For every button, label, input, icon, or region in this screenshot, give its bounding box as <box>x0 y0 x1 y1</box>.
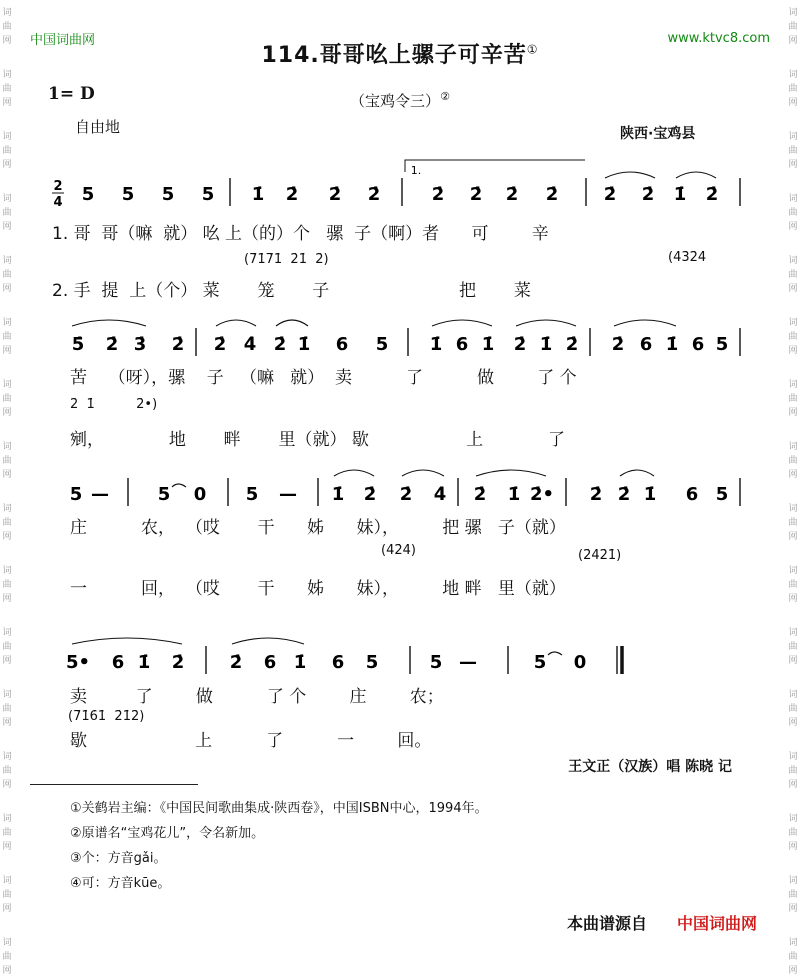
note: 2̇ <box>229 652 243 673</box>
note: 2̇ <box>399 484 413 505</box>
watermark-char: 词 <box>788 70 798 80</box>
note: — <box>91 484 109 505</box>
note: 2̇ <box>545 184 559 205</box>
watermark-char: 词 <box>2 70 12 80</box>
watermark-char: 网 <box>2 656 12 666</box>
lyrics-line-3-verse-1: 庄 农， （哎 干 姊 妹）， 把 骡 子（就） <box>70 518 566 538</box>
note: 6 <box>331 652 345 673</box>
watermark-char: 词 <box>2 380 12 390</box>
note: 2̇ <box>473 484 487 505</box>
note: 4̇ <box>433 484 447 505</box>
watermark-char: 曲 <box>2 146 12 156</box>
note: 6 <box>335 334 349 355</box>
site-url[interactable]: www.ktvc8.com <box>667 31 770 46</box>
watermark-char: 网 <box>788 222 798 232</box>
watermark-char: 网 <box>788 718 798 728</box>
watermark-char: 网 <box>788 160 798 170</box>
watermark-char: 词 <box>788 876 798 886</box>
watermark-char: 曲 <box>788 270 798 280</box>
title-footnote-marker: ① <box>526 42 539 57</box>
watermark-char: 曲 <box>788 332 798 342</box>
note: 2̇ <box>213 334 227 355</box>
watermark-char: 曲 <box>2 394 12 404</box>
note: 5 <box>69 484 83 505</box>
watermark-char: 曲 <box>788 146 798 156</box>
ornament-1-1: (7̇1̇7̇1̇ 2̇1̇ 2̇) <box>244 252 329 267</box>
volta-bracket <box>405 160 585 172</box>
note: 2̇ <box>617 484 631 505</box>
slur <box>676 172 716 178</box>
note: 3̇ <box>133 334 147 355</box>
footer-source-label: 本曲谱源自 <box>567 914 648 933</box>
slur <box>614 320 676 326</box>
watermark-char: 词 <box>788 256 798 266</box>
watermark-char: 词 <box>788 752 798 762</box>
lyrics-line-3-verse-2: 一 回， （哎 干 姊 妹）， 地 畔 里（就） <box>70 579 566 599</box>
lyrics-line-4-verse-2: 歇 上 了 一 回。 <box>70 731 432 751</box>
watermark-char: 曲 <box>2 84 12 94</box>
slur <box>605 172 655 178</box>
region-label: 陕西·宝鸡县 <box>620 126 696 142</box>
ornament-4: (7̇1̇6̇1̇ 2̇1̇2̇) <box>68 709 145 724</box>
watermark-char: 曲 <box>788 394 798 404</box>
footnote-1: ①关鹤岩主编：《中国民间歌曲集成·陕西卷》，中国ISBN中心，1994年。 <box>70 801 488 816</box>
watermark-char: 词 <box>2 628 12 638</box>
watermark-char: 网 <box>788 284 798 294</box>
slur <box>334 470 374 476</box>
watermark-char: 网 <box>788 656 798 666</box>
ornament-3-2: (2̇4̇2̇1̇) <box>578 548 622 563</box>
watermark-char: 曲 <box>788 704 798 714</box>
note: 2̇ <box>431 184 445 205</box>
watermark-char: 词 <box>788 814 798 824</box>
note: 2̇ <box>363 484 377 505</box>
watermark-char: 曲 <box>2 270 12 280</box>
watermark-char: 词 <box>2 8 12 18</box>
site-label: 中国词曲网 <box>30 33 96 48</box>
note: 5 <box>375 334 389 355</box>
note: 5 <box>201 184 215 205</box>
watermark-char: 词 <box>2 256 12 266</box>
lyrics-line-1-verse-1: 1. 哥 哥（嘛 就） 吆 上（的）个 骡 子（啊）者 可 辛 <box>52 224 549 244</box>
watermark-char: 网 <box>788 470 798 480</box>
watermark-char: 曲 <box>788 766 798 776</box>
watermark-char: 曲 <box>788 890 798 900</box>
watermark-char: 曲 <box>2 766 12 776</box>
watermark-char: 网 <box>2 842 12 852</box>
watermark-char: 词 <box>2 132 12 142</box>
slur <box>432 320 492 326</box>
tempo-marking: 自由地 <box>75 118 121 136</box>
watermark-char: 词 <box>788 442 798 452</box>
watermark-char: 网 <box>788 408 798 418</box>
watermark-char: 网 <box>788 594 798 604</box>
watermark-char: 词 <box>788 566 798 576</box>
note: 1̇ <box>539 334 553 355</box>
note: 1̇ <box>673 184 687 205</box>
tie-mark <box>172 484 186 487</box>
footer-site-link[interactable]: 中国词曲网 <box>677 914 758 933</box>
watermark-char: 曲 <box>2 580 12 590</box>
watermark-char: 曲 <box>788 208 798 218</box>
note: — <box>279 484 297 505</box>
watermark-char: 网 <box>788 904 798 914</box>
watermark-char: 曲 <box>788 22 798 32</box>
watermark-char: 词 <box>2 814 12 824</box>
ornament-3-1: (4̇2̇4̇) <box>381 543 416 558</box>
note: 5 <box>157 484 171 505</box>
watermark-char: 词 <box>788 690 798 700</box>
note: 5 <box>715 484 729 505</box>
slur <box>72 320 146 326</box>
watermark-char: 网 <box>2 408 12 418</box>
watermark-char: 网 <box>2 36 12 46</box>
watermark-char: 网 <box>788 346 798 356</box>
watermark-char: 曲 <box>2 642 12 652</box>
watermark-char: 曲 <box>2 890 12 900</box>
note: 6 <box>263 652 277 673</box>
watermark-char: 曲 <box>2 518 12 528</box>
watermark-char: 曲 <box>788 84 798 94</box>
watermark-char: 网 <box>2 284 12 294</box>
watermark-char: 曲 <box>788 580 798 590</box>
note: 5 <box>245 484 259 505</box>
watermark-char: 曲 <box>788 456 798 466</box>
note: 2̇ <box>328 184 342 205</box>
note: 1̇ <box>331 484 345 505</box>
watermark-char: 曲 <box>788 952 798 962</box>
watermark-char: 词 <box>2 504 12 514</box>
note: 2̇ <box>469 184 483 205</box>
slur <box>620 470 654 476</box>
note: 5• <box>65 652 91 673</box>
watermark-char: 词 <box>2 566 12 576</box>
song-subtitle: （宝鸡令三）② <box>350 90 450 110</box>
slur <box>232 638 304 644</box>
watermark-char: 词 <box>788 504 798 514</box>
watermark-char: 网 <box>2 222 12 232</box>
note: 0 <box>573 652 587 673</box>
note: 1̇ <box>429 334 443 355</box>
note: — <box>459 652 477 673</box>
ornament-1-2: (4̇3̇2̇4̇ <box>668 250 707 265</box>
note: 2̇ <box>367 184 381 205</box>
watermark-char: 词 <box>788 628 798 638</box>
note: 2̇ <box>171 652 185 673</box>
watermark-char: 网 <box>2 470 12 480</box>
note: 1̇ <box>481 334 495 355</box>
watermark-char: 网 <box>2 718 12 728</box>
watermark-char: 词 <box>2 194 12 204</box>
lyrics-line-1-verse-2: 2. 手 提 上（个） 菜 笼 子 把 菜 <box>52 281 531 301</box>
performer-credit: 王文正（汉族）唱 陈晓 记 <box>568 759 732 775</box>
watermark-char: 词 <box>2 442 12 452</box>
note: 5 <box>429 652 443 673</box>
note: 0 <box>193 484 207 505</box>
watermark-char: 词 <box>2 752 12 762</box>
note: 5 <box>533 652 547 673</box>
note: 2̇ <box>285 184 299 205</box>
time-signature-bottom: 4 <box>53 195 63 210</box>
watermark-char: 词 <box>788 318 798 328</box>
watermark-char: 词 <box>788 938 798 948</box>
note: 1̇ <box>665 334 679 355</box>
note: 5 <box>715 334 729 355</box>
footnote-divider <box>30 784 198 785</box>
note: 2̇ <box>505 184 519 205</box>
note: 1̇ <box>293 652 307 673</box>
note: 6 <box>455 334 469 355</box>
watermark-char: 曲 <box>2 828 12 838</box>
key-signature: 1= D <box>48 84 95 104</box>
note: 6 <box>685 484 699 505</box>
footnote-4: ④可：方音kūe。 <box>70 876 171 891</box>
slur <box>216 320 256 326</box>
note: 2̇ <box>171 334 185 355</box>
note: 2̇ <box>105 334 119 355</box>
note: 5 <box>121 184 135 205</box>
note: 2̇ <box>705 184 719 205</box>
slur <box>516 320 576 326</box>
watermark-char: 网 <box>788 36 798 46</box>
note: 5 <box>81 184 95 205</box>
watermark-char: 网 <box>788 966 798 976</box>
watermark-char: 网 <box>788 98 798 108</box>
watermark-char: 词 <box>788 380 798 390</box>
watermark-char: 曲 <box>2 22 12 32</box>
note: 1̇ <box>643 484 657 505</box>
tie-mark <box>548 652 562 655</box>
slur <box>402 470 444 476</box>
note: 1̇ <box>507 484 521 505</box>
note: 6 <box>639 334 653 355</box>
watermark-char: 曲 <box>788 642 798 652</box>
slur <box>476 470 546 476</box>
lyrics-line-4-verse-1: 卖 了 做 了 个 庄 农； <box>70 687 444 707</box>
note: 6 <box>111 652 125 673</box>
note: 2̇ <box>641 184 655 205</box>
watermark-char: 网 <box>2 966 12 976</box>
watermark-char: 词 <box>788 194 798 204</box>
watermark-char: 曲 <box>788 518 798 528</box>
subtitle-footnote-marker: ② <box>440 90 450 103</box>
watermark-char: 词 <box>788 132 798 142</box>
watermark-char: 曲 <box>788 828 798 838</box>
watermark-char: 网 <box>2 780 12 790</box>
watermark-char: 网 <box>2 160 12 170</box>
note: 2̇ <box>273 334 287 355</box>
volta-label: 1. <box>410 164 422 177</box>
time-signature-top: 2 <box>53 179 63 194</box>
note: 5 <box>365 652 379 673</box>
note: 5̇ <box>71 334 85 355</box>
note: 1̇ <box>251 184 265 205</box>
watermark-char: 曲 <box>2 456 12 466</box>
watermark-char: 词 <box>2 876 12 886</box>
lyrics-line-2-verse-1: 苦 （呀），骡 子 （嘛 就） 卖 了 做 了 个 <box>70 368 577 388</box>
slur <box>72 638 182 644</box>
watermark-char: 曲 <box>2 332 12 342</box>
note: 2̇ <box>603 184 617 205</box>
note: 1̇ <box>297 334 311 355</box>
footnote-2: ②原谱名“宝鸡花儿”，令名新加。 <box>70 826 265 841</box>
note: 2̇ <box>611 334 625 355</box>
note: 2̇ <box>513 334 527 355</box>
watermark-char: 词 <box>788 8 798 18</box>
note: 5 <box>161 184 175 205</box>
watermark-char: 曲 <box>2 208 12 218</box>
watermark-char: 网 <box>2 98 12 108</box>
note: 4̇ <box>243 334 257 355</box>
watermark-char: 网 <box>2 532 12 542</box>
note: 2̇ <box>565 334 579 355</box>
footnote-3: ③个：方音gǎi。 <box>70 851 167 866</box>
watermark-char: 曲 <box>2 952 12 962</box>
note: 6 <box>691 334 705 355</box>
ornament-2: 2̇ 1̇ 2̇•) <box>70 397 158 412</box>
watermark-char: 网 <box>2 904 12 914</box>
watermark-char: 网 <box>2 594 12 604</box>
slur <box>276 320 308 326</box>
watermark-char: 词 <box>2 938 12 948</box>
note: 2̇• <box>529 484 555 505</box>
note: 1̇ <box>137 652 151 673</box>
watermark-char: 词 <box>2 690 12 700</box>
watermark-char: 网 <box>2 346 12 356</box>
watermark-char: 网 <box>788 842 798 852</box>
watermark-char: 网 <box>788 780 798 790</box>
watermark-char: 网 <box>788 532 798 542</box>
song-title: 114.哥哥吆上骡子可辛苦① <box>261 42 539 68</box>
note: 2̇ <box>589 484 603 505</box>
watermark-char: 词 <box>2 318 12 328</box>
lyrics-line-2-verse-2: 剜， 地 畔 里（就） 歇 上 了 <box>70 430 566 450</box>
watermark-char: 曲 <box>2 704 12 714</box>
